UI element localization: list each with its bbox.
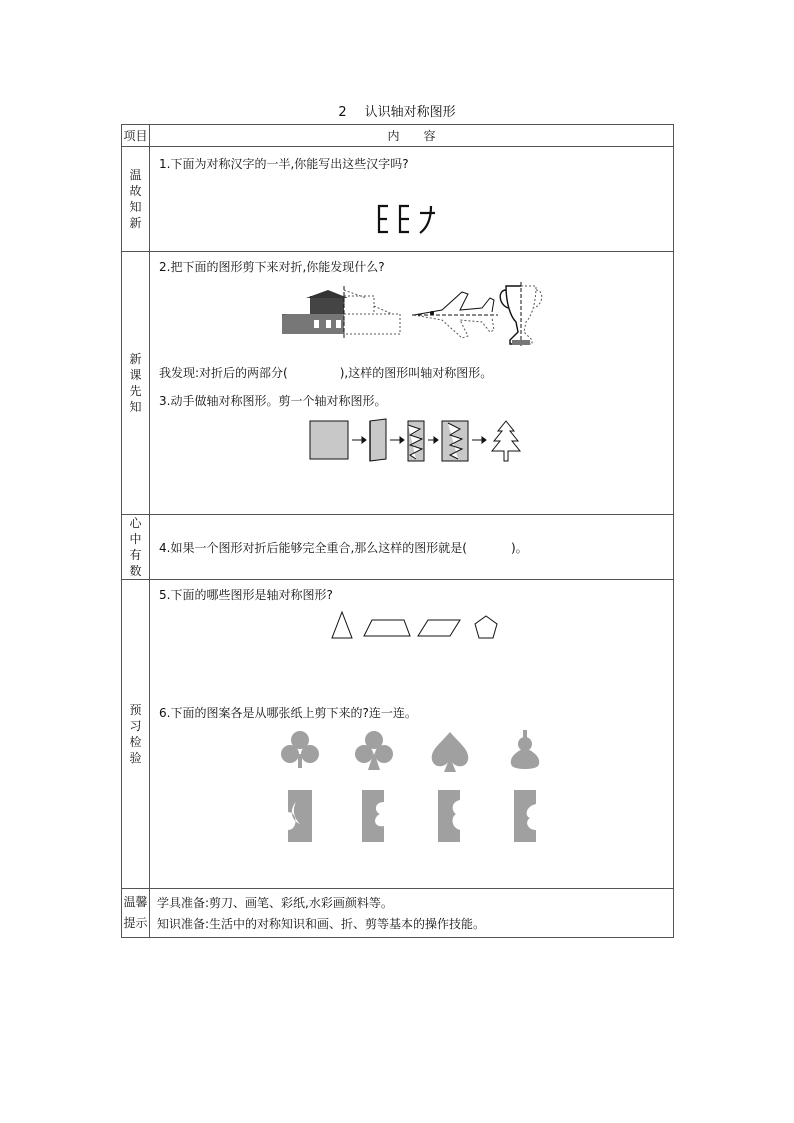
folded-paper-options bbox=[288, 790, 536, 842]
shape-options bbox=[330, 610, 520, 644]
tip-tools: 学具准备:剪刀、画笔、彩纸,水彩画颜料等。 bbox=[157, 896, 393, 910]
worksheet-table bbox=[121, 124, 674, 938]
airplane-icon bbox=[412, 288, 498, 342]
gourd-icon bbox=[511, 730, 539, 769]
paper-option-1 bbox=[288, 790, 312, 842]
tips-label: 温馨 提示 bbox=[122, 889, 150, 938]
preview-label: 预习检验 bbox=[122, 580, 150, 889]
heart-row bbox=[122, 515, 674, 580]
half-character-ri-icon bbox=[400, 206, 409, 232]
review-label: 温故知新 bbox=[122, 147, 150, 252]
pentagon-icon bbox=[475, 616, 497, 638]
question-5: 5.下面的哪些图形是轴对称图形? bbox=[159, 588, 333, 602]
new-lesson-label: 新课先知 bbox=[122, 252, 150, 515]
header-row bbox=[122, 125, 674, 147]
tip-knowledge: 知识准备:生活中的对称知识和画、折、剪等基本的操作技能。 bbox=[157, 917, 486, 931]
question-4: 4.如果一个图形对折后能够完全重合,那么这样的图形就是( )。 bbox=[159, 541, 528, 555]
triangle-icon bbox=[332, 612, 352, 638]
question-2-answer: 我发现:对折后的两部分( ),这样的图形叫轴对称图形。 bbox=[159, 366, 493, 380]
trophy-icon bbox=[496, 282, 546, 348]
spade-icon bbox=[432, 732, 469, 772]
half-character-e-icon bbox=[379, 206, 388, 232]
cut-paper-icon bbox=[408, 421, 424, 461]
preview-content bbox=[150, 580, 674, 889]
cut-patterns bbox=[270, 730, 570, 848]
title-text: 认识轴对称图形 bbox=[364, 105, 456, 120]
question-6: 6.下面的图案各是从哪张纸上剪下来的?连一连。 bbox=[159, 706, 417, 720]
heart-label: 心中有数 bbox=[122, 515, 150, 580]
tree-icon bbox=[492, 421, 520, 461]
review-content bbox=[150, 147, 674, 252]
tips-row bbox=[122, 889, 674, 938]
square-paper-icon bbox=[310, 421, 348, 459]
parallelogram-icon bbox=[418, 620, 460, 636]
folded-paper-icon bbox=[370, 419, 386, 461]
page-title bbox=[0, 101, 794, 120]
cut-paper-unfolding-icon bbox=[442, 421, 468, 461]
question-3: 3.动手做轴对称图形。剪一个轴对称图形。 bbox=[159, 394, 387, 408]
question-1: 1.下面为对称汉字的一半,你能写出这些汉字吗? bbox=[159, 157, 409, 171]
new-lesson-row bbox=[122, 252, 674, 515]
heart-content bbox=[150, 515, 674, 580]
tiananmen-icon bbox=[282, 286, 402, 338]
half-character-da-icon bbox=[420, 206, 435, 233]
half-characters bbox=[375, 202, 445, 236]
club-icon bbox=[355, 731, 393, 770]
new-lesson-content bbox=[150, 252, 674, 515]
paper-cutting-steps bbox=[308, 417, 530, 465]
trapezoid-icon bbox=[364, 620, 410, 636]
review-row bbox=[122, 147, 674, 252]
header-project: 项目 bbox=[122, 125, 150, 147]
tips-content bbox=[150, 889, 674, 938]
clover-icon bbox=[281, 731, 319, 768]
question-2: 2.把下面的图形剪下来对折,你能发现什么? bbox=[159, 260, 385, 274]
title-number: 2 bbox=[338, 105, 347, 120]
preview-row bbox=[122, 580, 674, 889]
header-content: 内 容 bbox=[150, 125, 674, 147]
